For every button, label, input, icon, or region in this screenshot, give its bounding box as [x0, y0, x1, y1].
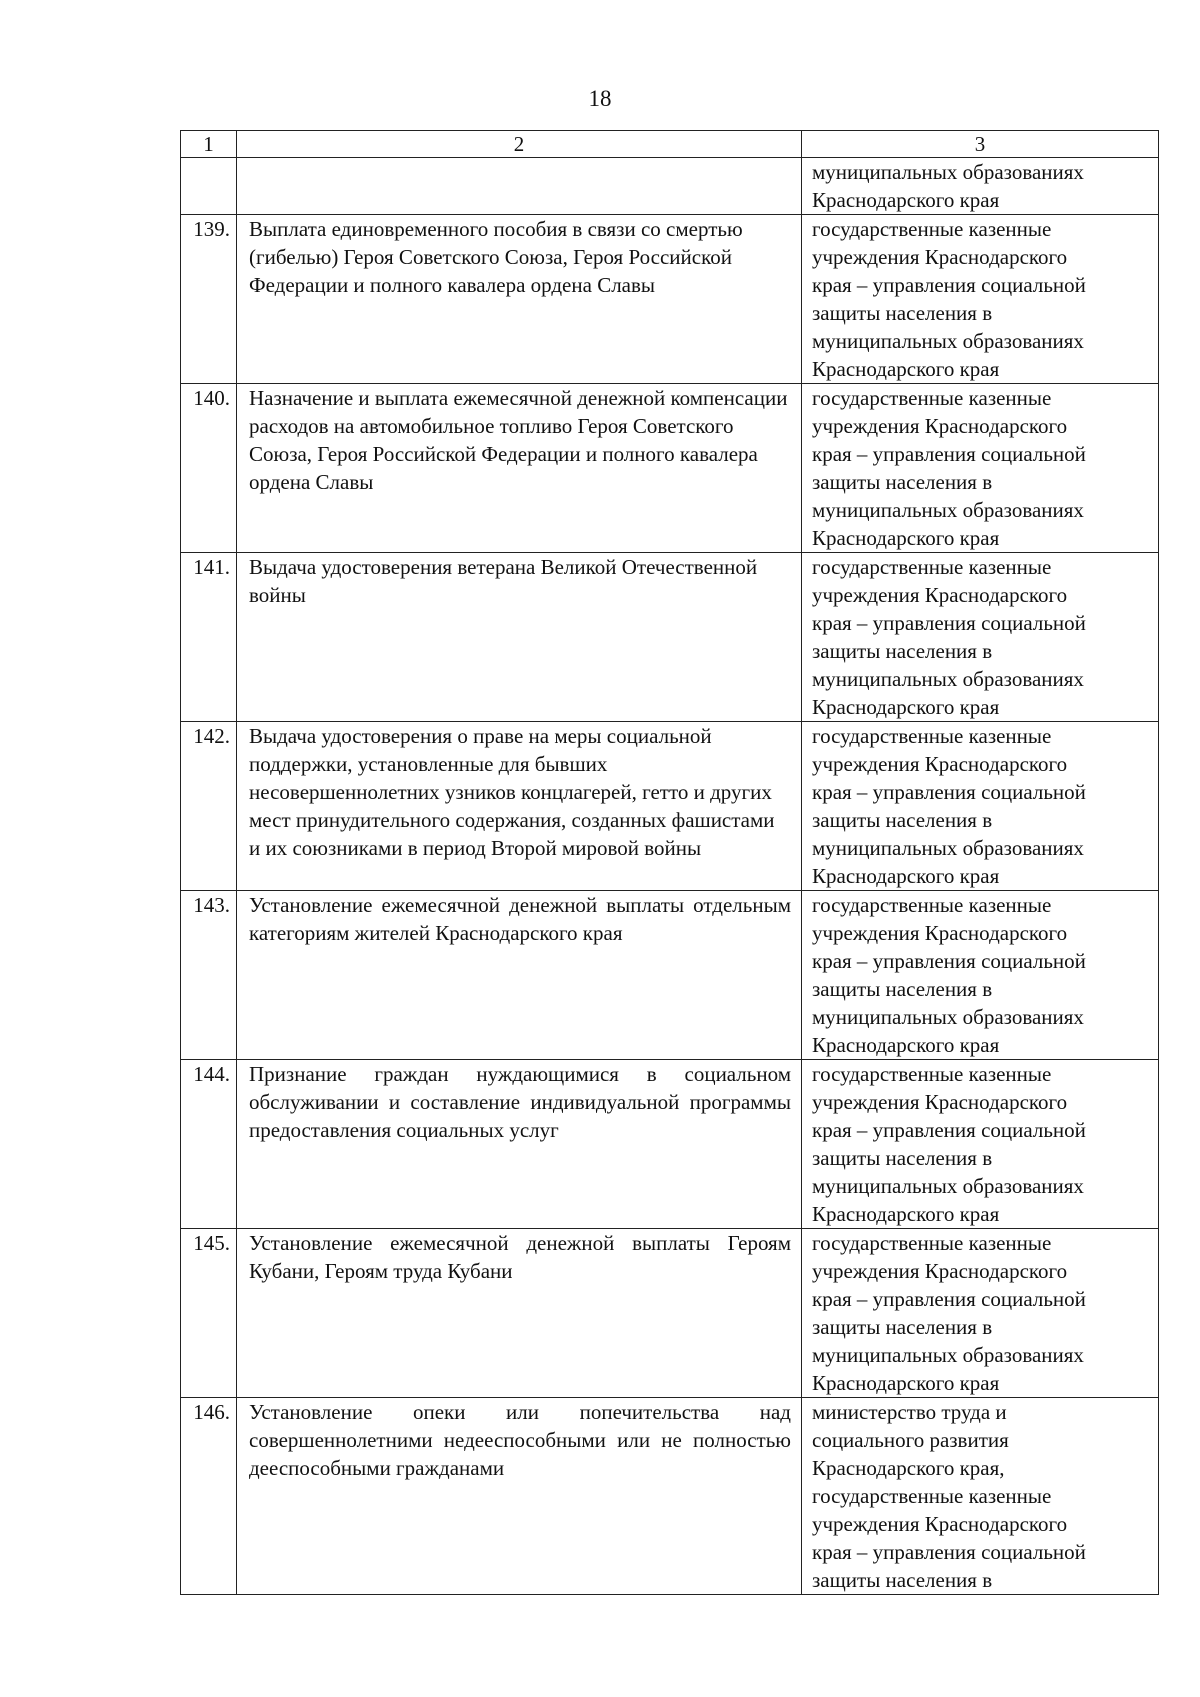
agency-line: учреждения Краснодарского	[812, 1090, 1068, 1114]
agency-line: Краснодарского края,	[812, 1456, 1005, 1480]
agency-line: министерство труда и	[812, 1400, 1007, 1424]
row-agency-cell	[802, 722, 1159, 891]
agency-line: края – управления социальной	[812, 949, 1086, 973]
row-agency-cell	[802, 158, 1159, 215]
agency-line: края – управления социальной	[812, 442, 1086, 466]
agency-line: муниципальных образованиях	[812, 1005, 1084, 1029]
agency-line: муниципальных образованиях	[812, 160, 1084, 184]
agency-line: государственные казенные	[812, 1231, 1052, 1255]
page-number: 18	[588, 86, 612, 111]
row-description: Установление ежемесячной денежной выплаты Героям Кубани, Героям труда Кубани	[237, 1229, 802, 1398]
agency-line: края – управления социальной	[812, 780, 1086, 804]
row-description: Назначение и выплата ежемесячной денежной компенсации расходов на автомобильное топливо Героя Советского Союза, Героя Российской Федерации и полного кавалера ордена Славы	[237, 384, 802, 553]
row-number: 141.	[181, 553, 237, 722]
row-agency-cell	[802, 1398, 1159, 1595]
table-row	[181, 553, 1159, 722]
row-description: Установление опеки или попечительства над совершеннолетними недееспособными или не полностью дееспособными гражданами	[237, 1398, 802, 1595]
agency-line: учреждения Краснодарского	[812, 921, 1068, 945]
table-row-continued	[181, 158, 1159, 215]
agency-line: Краснодарского края	[812, 1202, 1000, 1226]
row-agency-cell	[802, 891, 1159, 1060]
agency-line: учреждения Краснодарского	[812, 1512, 1068, 1536]
agency-line: государственные казенные	[812, 386, 1052, 410]
agency-line: защиты населения в	[812, 808, 993, 832]
row-number: 144.	[181, 1060, 237, 1229]
agency-line: муниципальных образованиях	[812, 1343, 1084, 1367]
agency-line: Краснодарского края	[812, 864, 1000, 888]
row-agency-cell	[802, 1060, 1159, 1229]
agency-line: края – управления социальной	[812, 1118, 1086, 1142]
agency-line: защиты населения в	[812, 639, 993, 663]
agency-line: Краснодарского края	[812, 1033, 1000, 1057]
agency-line: защиты населения в	[812, 977, 993, 1001]
agency-line: государственные казенные	[812, 217, 1052, 241]
agency-line: муниципальных образованиях	[812, 836, 1084, 860]
agency-line: Краснодарского края	[812, 1371, 1000, 1395]
agency-line: учреждения Краснодарского	[812, 583, 1068, 607]
agency-line: государственные казенные	[812, 555, 1052, 579]
row-number: 140.	[181, 384, 237, 553]
agency-line: края – управления социальной	[812, 1540, 1086, 1564]
agency-line: Краснодарского края	[812, 695, 1000, 719]
row-agency-cell	[802, 384, 1159, 553]
agency-line: государственные казенные	[812, 1062, 1052, 1086]
column-header-1: 1	[181, 131, 237, 158]
row-number: 142.	[181, 722, 237, 891]
row-agency-cell	[802, 215, 1159, 384]
row-description: Установление ежемесячной денежной выплаты отдельным категориям жителей Краснодарского края	[237, 891, 802, 1060]
row-description: Выдача удостоверения о праве на меры социальной поддержки, установленные для бывших несовершеннолетних узников концлагерей, гетто и других мест принудительного содержания, созданных фашистами и их союзниками в период Второй мировой войны	[237, 722, 802, 891]
table-row	[181, 1398, 1159, 1595]
row-number: 146.	[181, 1398, 237, 1595]
table-row	[181, 215, 1159, 384]
agency-line: учреждения Краснодарского	[812, 245, 1068, 269]
row-number: 145.	[181, 1229, 237, 1398]
row-description-cell	[237, 158, 802, 215]
agency-line: края – управления социальной	[812, 273, 1086, 297]
agency-line: защиты населения в	[812, 470, 993, 494]
table-header-row	[181, 131, 1159, 158]
agency-line: Краснодарского края	[812, 188, 1000, 212]
row-number-cell	[181, 158, 237, 215]
agency-line: защиты населения в	[812, 1568, 993, 1592]
column-header-2: 2	[237, 131, 802, 158]
table-row	[181, 722, 1159, 891]
row-number: 139.	[181, 215, 237, 384]
table-row	[181, 1060, 1159, 1229]
agency-line: края – управления социальной	[812, 611, 1086, 635]
agency-line: муниципальных образованиях	[812, 667, 1084, 691]
table-row	[181, 384, 1159, 553]
row-number: 143.	[181, 891, 237, 1060]
row-description: Выдача удостоверения ветерана Великой Отечественной войны	[237, 553, 802, 722]
agency-line: Краснодарского края	[812, 526, 1000, 550]
agency-line: защиты населения в	[812, 1146, 993, 1170]
table-row	[181, 1229, 1159, 1398]
agency-line: Краснодарского края	[812, 357, 1000, 381]
agency-line: учреждения Краснодарского	[812, 1259, 1068, 1283]
agency-line: государственные казенные	[812, 893, 1052, 917]
row-description: Выплата единовременного пособия в связи со смертью (гибелью) Героя Советского Союза, Героя Российской Федерации и полного кавалера ордена Славы	[237, 215, 802, 384]
agency-line: учреждения Краснодарского	[812, 752, 1068, 776]
agency-line: государственные казенные	[812, 724, 1052, 748]
agency-line: государственные казенные	[812, 1484, 1052, 1508]
agency-line: муниципальных образованиях	[812, 329, 1084, 353]
agency-line: муниципальных образованиях	[812, 1174, 1084, 1198]
services-table	[180, 130, 1159, 1595]
column-header-3: 3	[802, 131, 1159, 158]
row-agency-cell	[802, 1229, 1159, 1398]
agency-line: учреждения Краснодарского	[812, 414, 1068, 438]
agency-line: защиты населения в	[812, 1315, 993, 1339]
agency-line: муниципальных образованиях	[812, 498, 1084, 522]
table-row	[181, 891, 1159, 1060]
agency-line: защиты населения в	[812, 301, 993, 325]
row-description: Признание граждан нуждающимися в социальном обслуживании и составление индивидуальной программы предоставления социальных услуг	[237, 1060, 802, 1229]
agency-line: социального развития	[812, 1428, 1009, 1452]
agency-line: края – управления социальной	[812, 1287, 1086, 1311]
row-agency-cell	[802, 553, 1159, 722]
